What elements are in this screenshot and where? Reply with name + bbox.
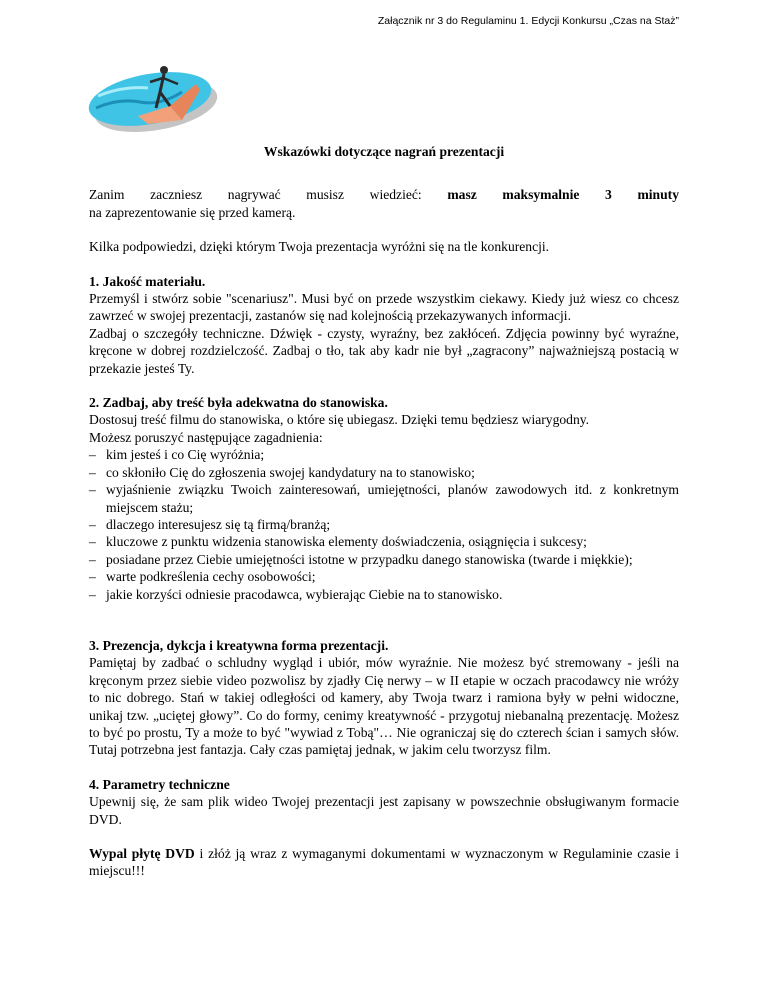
section-1-paragraph: Przemyśl i stwórz sobie "scenariusz". Musi być on przede wszystkim ciekawy. Kiedy już wiesz co chcesz zawrzeć w swojej prezentacji, zastanów się nad kolejnością przekazywanych informacji. (89, 291, 679, 324)
intro-word: zaczniesz (150, 187, 203, 203)
intro-word: musisz (306, 187, 345, 203)
section-1-paragraph: Zadbaj o szczegóły techniczne. Dźwięk - czysty, wyraźny, bez zakłóceń. Zdjęcia powinny być wyraźne, kręcone w dobrej rozdzielczość. Zadbaj o tło, tak aby kadr nie był „zagracony” najważniejszą postacią w przekazie jesteś Ty. (89, 325, 679, 376)
intro-line-2: na zaprezentowanie się przed kamerą. (89, 204, 296, 220)
page-header: Załącznik nr 3 do Regulaminu 1. Edycji Konkursu „Czas na Staż” (377, 15, 679, 27)
list-item: – warte podkreślenia cechy osobowości; (89, 568, 679, 585)
intro-bold-word: minuty (637, 187, 679, 203)
intro-word: nagrywać (227, 187, 281, 203)
list-item: – kluczowe z punktu widzenia stanowiska elementy doświadczenia, osiągnięcia i sukcesy; (89, 533, 679, 550)
section-4-heading: 4. Parametry techniczne (89, 776, 230, 792)
page-title: Wskazówki dotyczące nagrań prezentacji (263, 144, 505, 159)
section-3-heading: 3. Prezencja, dykcja i kreatywna forma prezentacji. (89, 637, 389, 653)
list-item: – co skłoniło Cię do zgłoszenia swojej kandydatury na to stanowisko; (89, 464, 679, 481)
section-1-heading: 1. Jakość materiału. (89, 273, 206, 289)
closing-bold: Wypal płytę DVD (89, 846, 195, 861)
closing-rest: i złóż ją wraz z wymaganymi dokumentami w wyznaczonym w Regulaminie czasie i miejscu!!! (89, 846, 679, 879)
list-item: – posiadane przez Ciebie umiejętności istotne w przypadku danego stanowiska (twarde i miękkie); (89, 551, 679, 568)
intro-word: wiedzieć: (369, 187, 422, 203)
intro-bold-word: masz (447, 187, 477, 203)
list-item: – kim jesteś i co Cię wyróżnia; (89, 446, 679, 463)
tips-intro: Kilka podpowiedzi, dzięki którym Twoja prezentacja wyróżni się na tle konkurencji. (89, 239, 550, 255)
intro-bold-word: 3 (605, 187, 612, 203)
document-body (89, 143, 679, 880)
section-3-paragraph: Pamiętaj by zadbać o schludny wygląd i ubiór, mów wyraźnie. Nie możesz być stremowany - jeśli na kręconym przez siebie video pozwolisz by zjadły Cię nerwy – w II etapie w oczach pracodawcy nie wróży to nic dobrego. Stań w takiej odległości od kamery, aby Twoja twarz i ramiona były w pełni widoczne, unikaj tzw. „uciętej głowy”. Co do formy, cenimy kreatywność - przygotuj niebanalną prezentację. Możesz to być po prostu, Ty a może to być "wywiad z Tobą"… Nie ograniczaj się do czterech ścian i samych słów. Tutaj potrzebna jest fantazja. Cały czas pamiętaj jednak, w jakim celu tworzysz film. (89, 655, 679, 758)
list-item: – wyjaśnienie związku Twoich zainteresowań, umiejętności, planów zawodowych itd. z konkretnym miejscem stażu; (89, 481, 679, 516)
list-item: – jakie korzyści odniesie pracodawca, wybierając Ciebie na to stanowisko. (89, 586, 679, 603)
topics-list (89, 446, 679, 603)
intro-line-1 (89, 186, 679, 203)
closing-paragraph (89, 845, 679, 880)
intro-bold-word: maksymalnie (502, 187, 580, 203)
surfer-logo-icon (78, 62, 218, 134)
section-2-heading: 2. Zadbaj, aby treść była adekwatna do stanowiska. (89, 395, 388, 411)
section-2-paragraph: Możesz poruszyć następujące zagadnienia: (89, 429, 323, 445)
section-2-paragraph: Dostosuj treść filmu do stanowiska, o które się ubiegasz. Dzięki temu będziesz wiarygodny. (89, 412, 590, 428)
section-4-paragraph: Upewnij się, że sam plik wideo Twojej prezentacji jest zapisany w powszechnie obsługiwanym formacie DVD. (89, 794, 679, 827)
intro-word: Zanim (89, 187, 125, 203)
list-item: – dlaczego interesujesz się tą firmą/branżą; (89, 516, 679, 533)
